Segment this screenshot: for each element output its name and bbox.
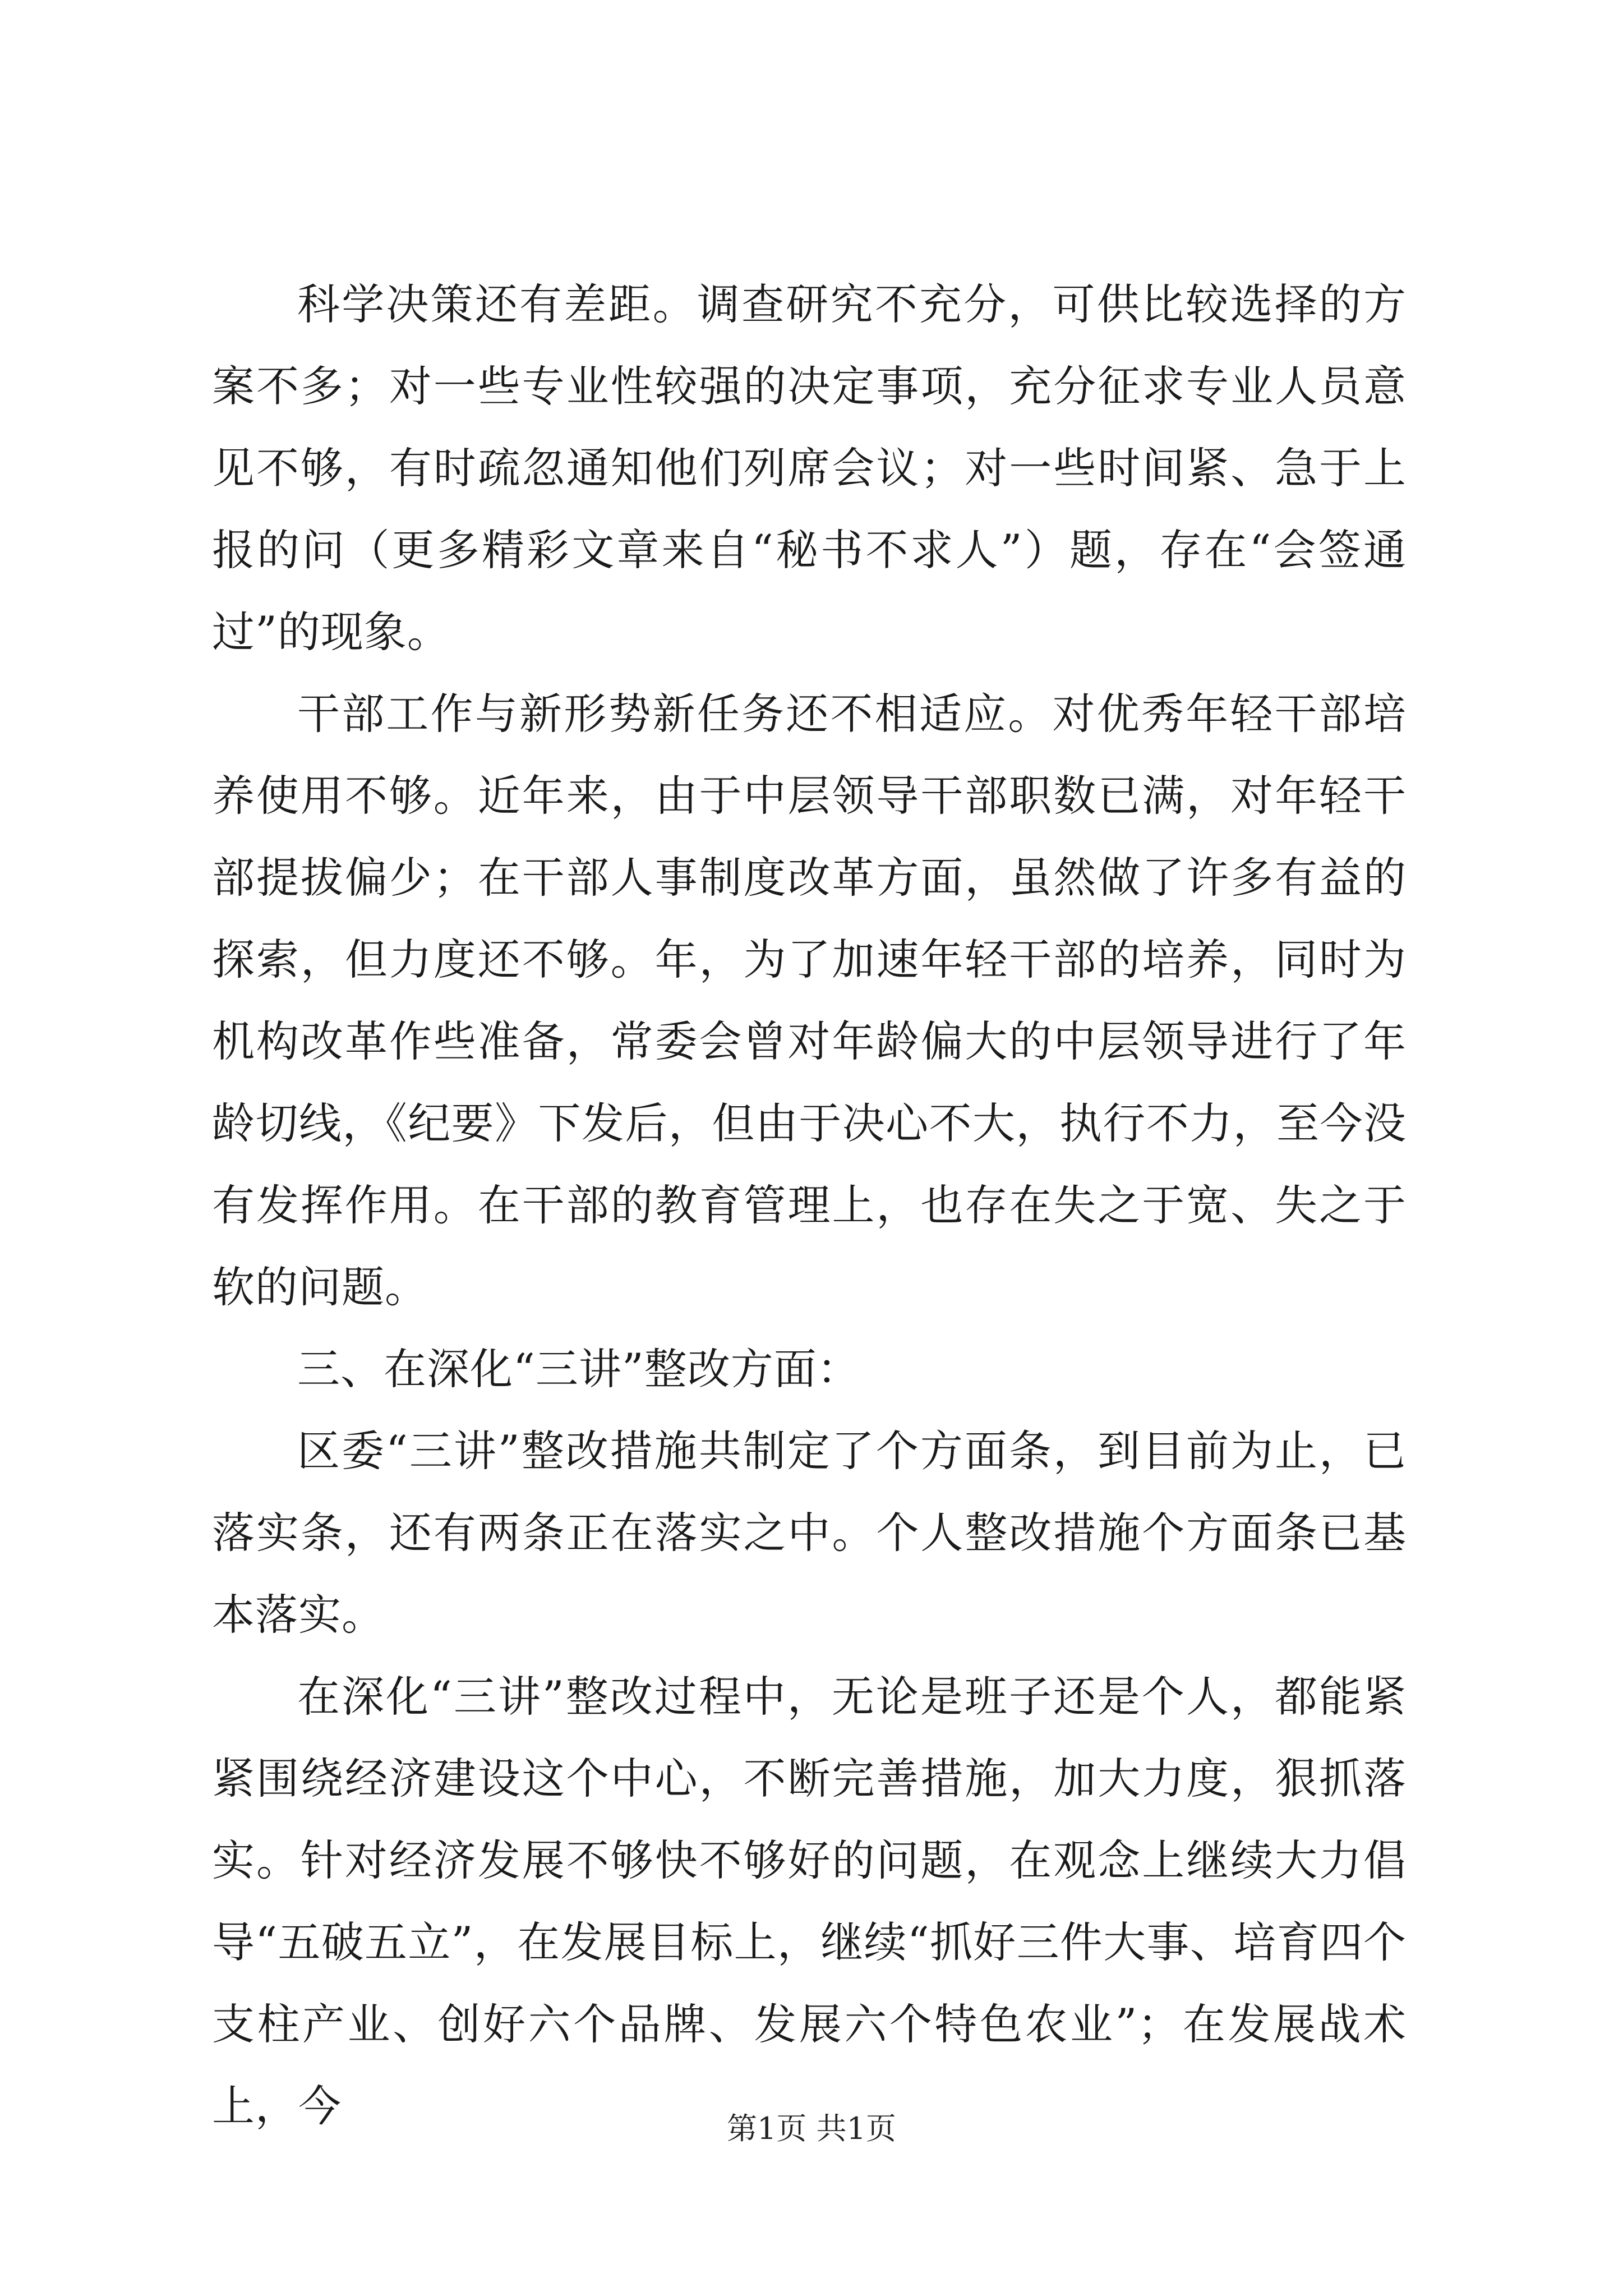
paragraph-rectification-process: 在深化“三讲”整改过程中，无论是班子还是个人，都能紧紧围绕经济建设这个中心，不断完善措施，加大力度，狠抓落实。针对经济发展不够快不够好的问题，在观念上继续大力倡导“五破五立”，在发展目标上，继续“抓好三件大事、培育四个支柱产业、创好六个品牌、发展六个特色农业”；在发展战术上，今 — [212, 1672, 1407, 2131]
document-body — [212, 264, 1407, 2147]
paragraph-rectification-measures: 区委“三讲”整改措施共制定了个方面条，到目前为止，已落实条，还有两条正在落实之中。个人整改措施个方面条已基本落实。 — [212, 1426, 1407, 1640]
paragraph-scientific-decision: 科学决策还有差距。调查研究不充分，可供比较选择的方案不多；对一些专业性较强的决定事项，充分征求专业人员意见不够，有时疏忽通知他们列席会议；对一些时间紧、急于上报的问（更多精彩文章来自“秘书不求人”）题，存在“会签通过”的现象。 — [212, 279, 1407, 657]
paragraph-cadre-work: 干部工作与新形势新任务还不相适应。对优秀年轻干部培养使用不够。近年来，由于中层领导干部职数已满，对年轻干部提拔偏少；在干部人事制度改革方面，虽然做了许多有益的探索，但力度还不够。年，为了加速年轻干部的培养，同时为机构改革作些准备，常委会曾对年龄偏大的中层领导进行了年龄切线，《纪要》下发后，但由于决心不大，执行不力，至今没有发挥作用。在干部的教育管理上，也存在失之于宽、失之于软的问题。 — [212, 689, 1407, 1312]
page-footer: 第1页 共1页 — [727, 2111, 896, 2146]
section-heading-three: 三、在深化“三讲”整改方面： — [297, 1344, 860, 1394]
